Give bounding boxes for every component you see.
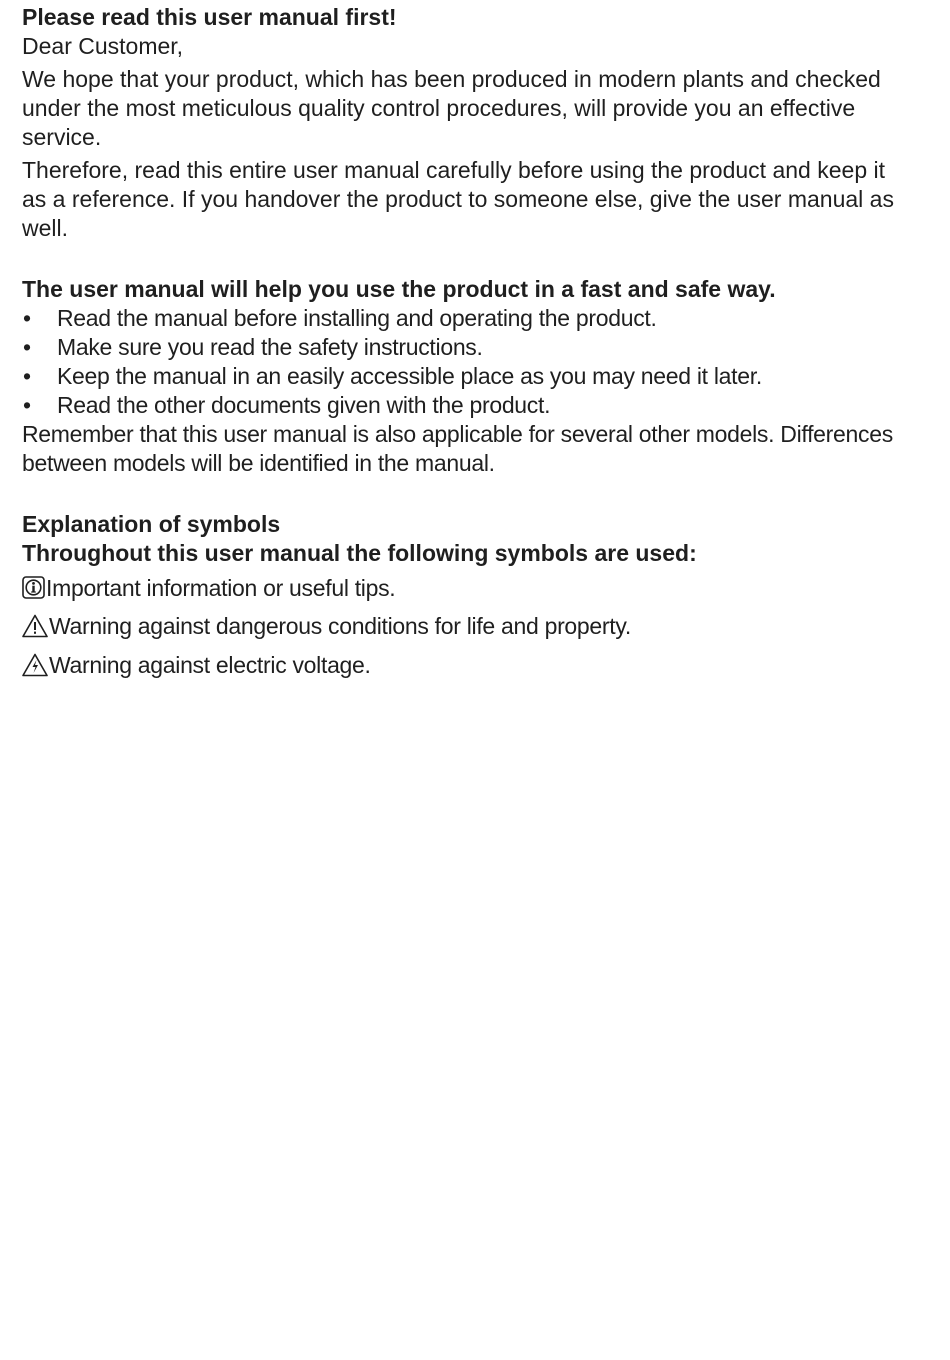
bullet-icon: • [23, 334, 31, 360]
symbols-subheading: Throughout this user manual the following symbols are used: [22, 540, 697, 566]
bullet-icon: • [23, 392, 31, 418]
page-title: Please read this user manual first! [22, 4, 397, 30]
bullet-text: Read the manual before installing and operating the product. [57, 305, 657, 331]
bullet-list [22, 304, 902, 420]
manual-page [22, 3, 902, 684]
bullet-text: Read the other documents given with the product. [57, 392, 551, 418]
bullet-icon: • [23, 305, 31, 331]
models-paragraph: Remember that this user manual is also applicable for several other models. Differences between models will be identified in the manual. [22, 421, 893, 476]
greeting: Dear Customer, [22, 33, 184, 59]
bullet-icon: • [23, 363, 31, 389]
intro-paragraph: We hope that your product, which has been produced in modern plants and checked under the most meticulous quality control procedures, will provide you an effective service. [22, 66, 881, 150]
symbol-row-electric [22, 651, 902, 684]
list-item [22, 362, 902, 391]
electric-warning-icon [22, 653, 48, 684]
list-item [22, 333, 902, 362]
symbol-text: Warning against electric voltage. [49, 652, 371, 678]
symbol-row-info [22, 574, 902, 606]
info-icon [22, 576, 45, 606]
symbol-row-warning [22, 612, 902, 645]
symbols-heading: Explanation of symbols [22, 511, 281, 537]
reference-paragraph: Therefore, read this entire user manual carefully before using the product and keep it as a reference. If you handover the product to someone else, give the user manual as well. [22, 157, 894, 241]
list-item [22, 391, 902, 420]
warning-triangle-icon [22, 614, 48, 645]
bullet-text: Keep the manual in an easily accessible place as you may need it later. [57, 363, 762, 389]
bullet-text: Make sure you read the safety instructions. [57, 334, 483, 360]
help-heading: The user manual will help you use the product in a fast and safe way. [22, 276, 776, 302]
symbol-text: Important information or useful tips. [46, 575, 396, 601]
list-item [22, 304, 902, 333]
symbol-text: Warning against dangerous conditions for life and property. [49, 613, 631, 639]
